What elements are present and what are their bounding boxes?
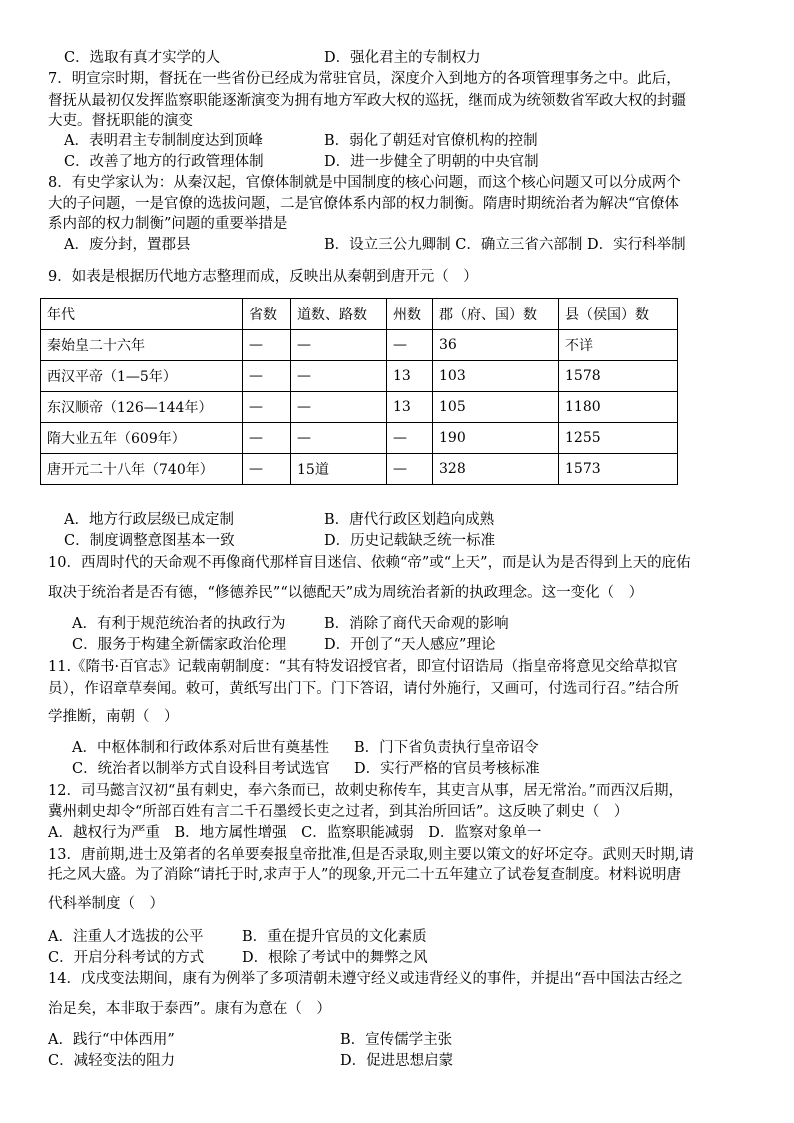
table-row (41, 392, 678, 423)
q6-option-d: D．强化君主的专制权力 (324, 50, 481, 66)
table-cell: 不详 (559, 330, 678, 361)
q11-option-b: B．门下省负责执行皇帝诏令 (354, 740, 539, 756)
q12-options: A．越权行为严重 B．地方属性增强 C．监察职能减弱 D．监察对象单一 (48, 825, 542, 841)
table-cell: 1180 (559, 392, 678, 423)
q10-option-c: C．服务于构建全新儒家政治伦理 (72, 637, 287, 653)
table-cell: 15道 (291, 454, 387, 485)
table-cell: 328 (433, 454, 559, 485)
q12-stem-line-1: 12．司马懿言汉初“虽有刺史，奉六条而已，故刺史称传车，其吏言从事，居无常治。”而西汉后期， (48, 783, 684, 799)
q7-option-b: B．弱化了朝廷对官僚机构的控制 (324, 133, 538, 149)
q6-option-c: C．选取有真才实学的人 (64, 50, 221, 66)
header-cell: 省数 (243, 299, 291, 330)
header-cell: 年代 (41, 299, 243, 330)
table-cell: 36 (433, 330, 559, 361)
q8-stem-line-2: 大的子问题，一是官僚的选拔问题，二是官僚体系内部的权力制衡。隋唐时期统治者为解决“官僚体 (48, 196, 679, 212)
q13-stem-line-3: 代科举制度（ ） (48, 896, 164, 912)
q14-stem-line-2: 治足矣，本非取于泰西”。康有为意在（ ） (48, 1001, 331, 1017)
q11-stem-line-3: 学推断，南朝（ ） (48, 709, 179, 725)
q11-stem-line-1: 11.《隋书·百官志》记载南朝制度：“其有特发诏授官者，即宣付诏诰局（指皇帝将意见交给草拟官 (48, 659, 678, 675)
table-row (41, 330, 678, 361)
table-cell: 西汉平帝（1—5年） (41, 361, 243, 392)
q13-stem-line-1: 13．唐前期,进士及第者的名单要奏报皇帝批准,但是否录取,则主要以策文的好坏定夺。武则天时期,请 (48, 847, 694, 863)
q11-stem-line-2: 员），作诏章草奏闻。敕可，黄纸写出门下。门下答诏，请付外施行，又画可，付选司行召。”结合所 (48, 681, 679, 697)
table-row (41, 361, 678, 392)
table-cell: 105 (433, 392, 559, 423)
q7-option-c: C．改善了地方的行政管理体制 (64, 154, 264, 170)
table-cell: — (291, 361, 387, 392)
q14-stem-line-1: 14．戊戌变法期间，康有为例举了多项清朝未遵守经义或违背经义的事件，并提出“吾中国法古经之 (48, 971, 683, 987)
q12-stem-line-2: 冀州刺史却令“所部百姓有言二千石墨绶长吏之过者，到其治所回话”。这反映了刺史（ ） (48, 804, 629, 820)
q13-option-c: C．开启分科考试的方式 (48, 950, 205, 966)
table-cell: — (291, 423, 387, 454)
table-cell: — (243, 330, 291, 361)
q9-data-table (40, 298, 678, 485)
q14-option-c: C．减轻变法的阻力 (48, 1053, 176, 1069)
table-cell: 1578 (559, 361, 678, 392)
table-cell: — (387, 330, 433, 361)
table-cell: 13 (387, 392, 433, 423)
table-cell: 隋大业五年（609年） (41, 423, 243, 454)
table-row (41, 454, 678, 485)
q7-stem-line-3: 大吏。督抚职能的演变 (48, 113, 193, 129)
q10-option-d: D．开创了“天人感应”理论 (324, 637, 496, 653)
q14-option-d: D．促进思想启蒙 (340, 1053, 454, 1069)
table-cell: 13 (387, 361, 433, 392)
q8-stem-line-1: 8．有史学家认为：从秦汉起，官僚体制就是中国制度的核心问题，而这个核心问题又可以分成两个 (48, 175, 681, 191)
table-cell: — (387, 454, 433, 485)
q10-stem-line-1: 10．西周时代的天命观不再像商代那样盲目迷信、依赖“帝”或“上天”，而是认为是否得到上天的庇佑 (48, 555, 691, 571)
q13-option-a: A．注重人才选拔的公平 (48, 929, 204, 945)
table-cell: — (243, 361, 291, 392)
q10-stem-line-2: 取决于统治者是否有德，“修德养民”“以德配天”成为周统治者新的执政理念。这一变化（ ） (48, 585, 644, 601)
table-cell: — (291, 330, 387, 361)
table-cell: — (387, 423, 433, 454)
q9-option-d: D．历史记载缺乏统一标准 (324, 533, 496, 549)
q14-option-a: A．践行“中体西用” (48, 1032, 175, 1048)
header-cell: 郡（府、国）数 (433, 299, 559, 330)
table-cell: 唐开元二十八年（740年） (41, 454, 243, 485)
table-header-row (41, 299, 678, 330)
header-cell: 道数、路数 (291, 299, 387, 330)
q13-option-d: D．根除了考试中的舞弊之风 (242, 950, 428, 966)
q11-option-d: D．实行严格的官员考核标准 (354, 761, 540, 777)
table-cell: 1255 (559, 423, 678, 454)
q10-option-a: A．有利于规范统治者的执政行为 (72, 616, 286, 632)
table-cell: — (291, 392, 387, 423)
q8-option-a: A．废分封，置郡县 (64, 237, 191, 253)
q13-option-b: B．重在提升官员的文化素质 (242, 929, 427, 945)
table-cell: 秦始皇二十六年 (41, 330, 243, 361)
q9-stem: 9．如表是根据历代地方志整理而成，反映出从秦朝到唐开元（ ） (48, 269, 478, 285)
q7-stem-line-1: 7．明宣宗时期，督抚在一些省份已经成为常驻官员，深度介入到地方的各项管理事务之中。此后， (48, 71, 681, 87)
table-cell: 190 (433, 423, 559, 454)
q7-option-a: A．表明君主专制制度达到顶峰 (64, 133, 263, 149)
q9-option-b: B．唐代行政区划趋向成熟 (324, 512, 495, 528)
q8-stem-line-3: 系内部的权力制衡”问题的重要举措是 (48, 216, 288, 232)
q14-option-b: B．宣传儒学主张 (340, 1032, 453, 1048)
table-cell: 103 (433, 361, 559, 392)
table-cell: 1573 (559, 454, 678, 485)
table-cell: 东汉顺帝（126—144年） (41, 392, 243, 423)
q10-option-b: B．消除了商代天命观的影响 (324, 616, 509, 632)
table-cell: — (243, 454, 291, 485)
q7-option-d: D．进一步健全了明朝的中央官制 (324, 154, 539, 170)
q11-option-a: A．中枢体制和行政体系对后世有奠基性 (72, 740, 329, 756)
q9-option-c: C．制度调整意图基本一致 (64, 533, 235, 549)
header-cell: 州数 (387, 299, 433, 330)
table-cell: — (243, 423, 291, 454)
q11-option-c: C．统治者以制举方式自设科目考试选官 (72, 761, 330, 777)
header-cell: 县（侯国）数 (559, 299, 678, 330)
q7-stem-line-2: 督抚从最初仅发挥监察职能逐渐演变为拥有地方军政大权的巡抚，继而成为统领数省军政大权的封疆 (48, 93, 686, 109)
table-row (41, 423, 678, 454)
q13-stem-line-2: 托之风大盛。为了消除“请托于时,求声于人”的现象,开元二十五年建立了试卷复查制度。材料说明唐 (48, 867, 682, 883)
q8-options-bcd: B．设立三公九卿制 C．确立三省六部制 D．实行科举制 (324, 237, 686, 253)
table-cell: — (243, 392, 291, 423)
q9-option-a: A．地方行政层级已成定制 (64, 512, 234, 528)
